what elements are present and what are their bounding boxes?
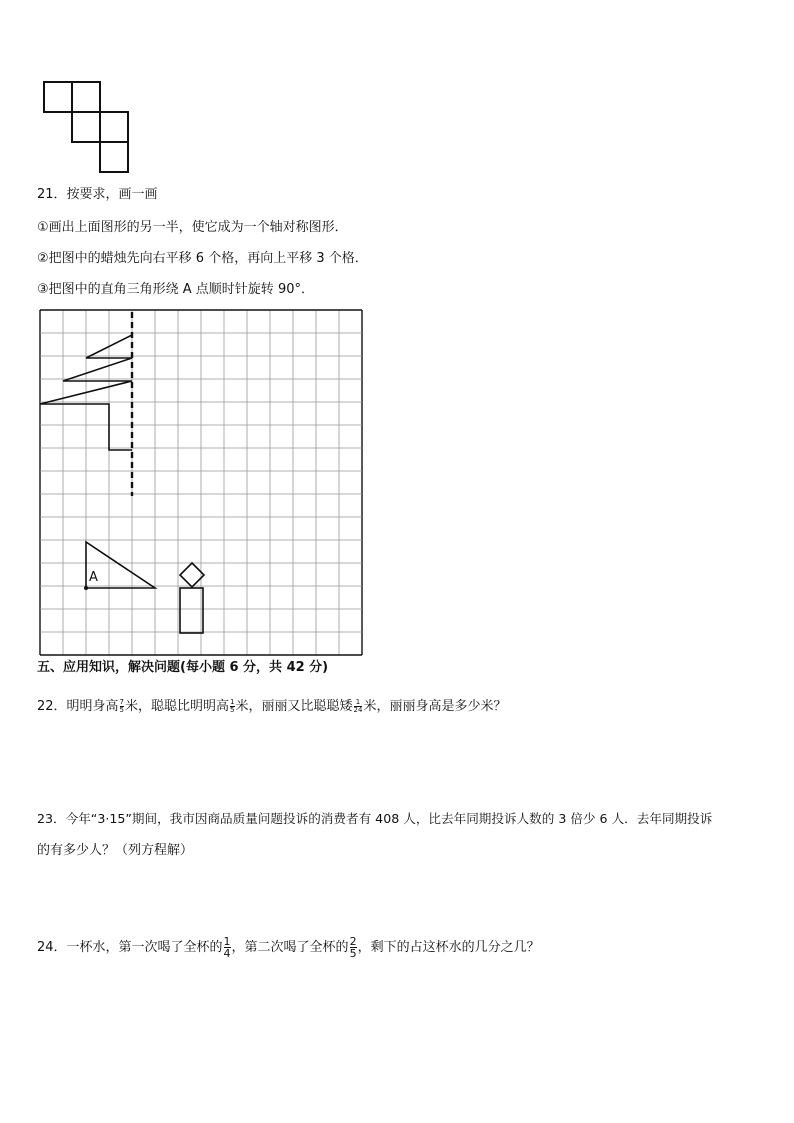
q22-fraction-2 <box>230 699 234 714</box>
net-square <box>44 82 72 112</box>
fraction-numerator: 1 <box>230 698 235 706</box>
candle-body <box>180 588 203 633</box>
q23-line-2: 的有多少人？（列方程解） <box>37 843 194 858</box>
fraction-denominator: 24 <box>353 706 363 714</box>
q24-part-2: ，第二次喝了全杯的 <box>231 940 349 955</box>
fraction-denominator: 5 <box>119 706 125 714</box>
q24-text <box>37 936 540 959</box>
q22-part-1: 22．明明身高 <box>37 699 119 714</box>
q23-line-1: 23．今年“3·15”期间，我市因商品质量问题投诉的消费者有 408 人，比去年同期投诉人数的 3 倍少 6 人．去年同期投诉 <box>37 811 713 826</box>
fraction-denominator: 5 <box>230 706 235 714</box>
q22-fraction-1 <box>120 699 124 714</box>
q24-part-3: ，剩下的占这杯水的几分之几？ <box>357 940 540 955</box>
point-a-label: A <box>89 570 98 585</box>
net-square <box>72 112 100 142</box>
q24-part-1: 24．一杯水，第一次喝了全杯的 <box>37 940 223 955</box>
q21-item-3: ③把图中的直角三角形绕 A 点顺时针旋转 90°． <box>37 282 314 297</box>
fraction-numerator: 1 <box>355 698 361 706</box>
net-square <box>100 142 128 172</box>
fraction-numerator: 1 <box>223 935 231 948</box>
q22-part-3: 米，丽丽又比聪聪矮 <box>235 699 353 714</box>
fraction-denominator: 4 <box>223 947 231 960</box>
q21-item-2: ②把图中的蜡烛先向右平移 6 个格，再向上平移 3 个格． <box>37 251 368 266</box>
q22-text <box>37 699 506 715</box>
q22-part-2: 米，聪聪比明明高 <box>125 699 230 714</box>
q21-item-1: ①画出上面图形的另一半，使它成为一个轴对称图形． <box>37 220 348 235</box>
q24-fraction-1 <box>224 936 231 959</box>
drawing-grid <box>38 308 368 658</box>
q24-fraction-2 <box>350 936 357 959</box>
fraction-numerator: 7 <box>119 698 125 706</box>
q22-part-4: 米，丽丽身高是多少米？ <box>363 699 507 714</box>
cube-net-figure <box>40 78 132 176</box>
fraction-numerator: 2 <box>349 935 357 948</box>
q21-title: 21．按要求，画一画 <box>37 187 158 202</box>
net-square <box>100 112 128 142</box>
candle-flame <box>180 563 204 587</box>
net-square <box>72 82 100 112</box>
q22-fraction-3 <box>354 699 363 714</box>
fraction-denominator: 5 <box>349 947 357 960</box>
point-a-dot <box>84 586 88 590</box>
section-5-title: 五、应用知识，解决问题(每小题 6 分，共 42 分) <box>37 660 329 675</box>
grid-lines <box>40 310 362 655</box>
